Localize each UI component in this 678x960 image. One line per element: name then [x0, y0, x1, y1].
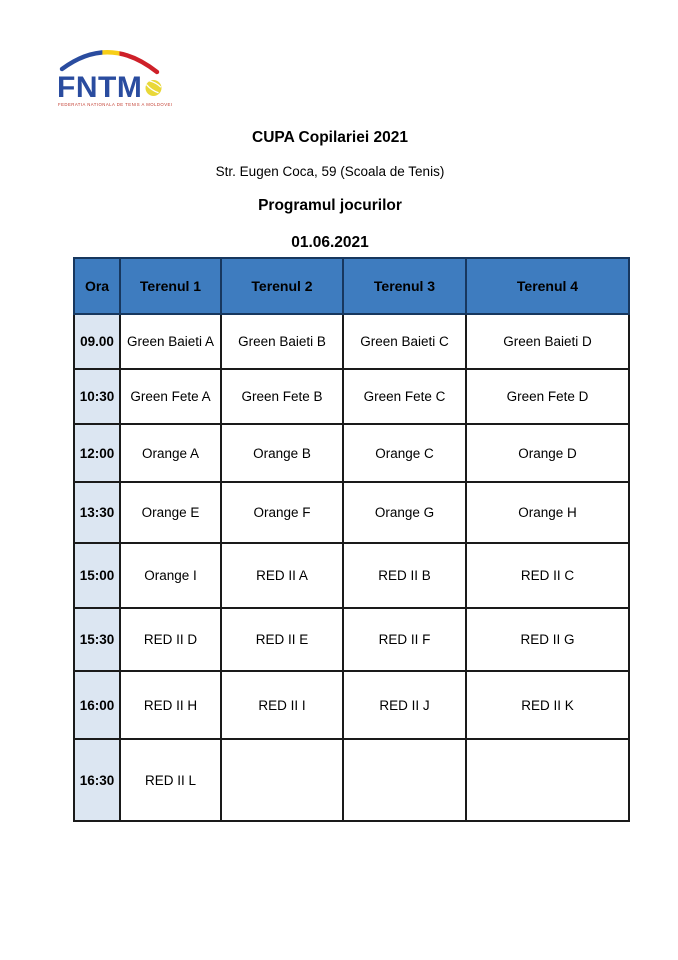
- fntm-logo: [54, 36, 176, 112]
- table-row: [74, 482, 629, 543]
- time-cell: 15:30: [74, 608, 120, 671]
- time-cell: 13:30: [74, 482, 120, 543]
- match-cell: [221, 739, 343, 821]
- match-cell: Orange F: [221, 482, 343, 543]
- table-row: [74, 314, 629, 369]
- table-row: [74, 671, 629, 739]
- match-cell: [466, 739, 629, 821]
- time-cell: 10:30: [74, 369, 120, 424]
- match-cell: RED II D: [120, 608, 221, 671]
- venue-address: Str. Eugen Coca, 59 (Scoala de Tenis): [215, 163, 445, 179]
- match-cell: Orange G: [343, 482, 466, 543]
- match-cell: RED II E: [221, 608, 343, 671]
- match-cell: Green Baieti D: [466, 314, 629, 369]
- tricolor-swoosh-icon: [62, 52, 157, 72]
- time-cell: 15:00: [74, 543, 120, 608]
- match-cell: Orange B: [221, 424, 343, 482]
- tennis-ball-icon: [146, 80, 162, 96]
- match-cell: RED II J: [343, 671, 466, 739]
- table-row: [74, 739, 629, 821]
- match-cell: [343, 739, 466, 821]
- time-cell: 12:00: [74, 424, 120, 482]
- header-terenul-4: Terenul 4: [466, 258, 629, 314]
- match-cell: Orange D: [466, 424, 629, 482]
- event-title: CUPA Copilariei 2021: [252, 129, 408, 146]
- table-row: [74, 369, 629, 424]
- match-cell: RED II K: [466, 671, 629, 739]
- match-cell: RED II A: [221, 543, 343, 608]
- header-terenul-3: Terenul 3: [343, 258, 466, 314]
- schedule-table: [73, 257, 630, 822]
- match-cell: Orange A: [120, 424, 221, 482]
- match-cell: Green Baieti A: [120, 314, 221, 369]
- match-cell: Green Fete B: [221, 369, 343, 424]
- match-cell: Green Baieti C: [343, 314, 466, 369]
- time-cell: 16:00: [74, 671, 120, 739]
- fntm-logo-graphic: [54, 36, 176, 112]
- match-cell: RED II L: [120, 739, 221, 821]
- match-cell: RED II F: [343, 608, 466, 671]
- header-ora: Ora: [74, 258, 120, 314]
- match-cell: Green Baieti B: [221, 314, 343, 369]
- match-cell: Green Fete A: [120, 369, 221, 424]
- match-cell: Orange C: [343, 424, 466, 482]
- header-terenul-2: Terenul 2: [221, 258, 343, 314]
- match-cell: Orange I: [120, 543, 221, 608]
- match-cell: RED II H: [120, 671, 221, 739]
- match-cell: RED II G: [466, 608, 629, 671]
- match-cell: Green Fete D: [466, 369, 629, 424]
- document-headings: [0, 130, 660, 250]
- match-cell: RED II I: [221, 671, 343, 739]
- table-row: [74, 424, 629, 482]
- match-cell: Orange H: [466, 482, 629, 543]
- event-date: 01.06.2021: [291, 233, 369, 251]
- match-cell: RED II B: [343, 543, 466, 608]
- header-terenul-1: Terenul 1: [120, 258, 221, 314]
- time-cell: 09.00: [74, 314, 120, 369]
- table-row: [74, 543, 629, 608]
- match-cell: Green Fete C: [343, 369, 466, 424]
- schedule-subtitle: Programul jocurilor: [258, 197, 402, 214]
- match-cell: Orange E: [120, 482, 221, 543]
- fntm-acronym: FNTM: [57, 71, 143, 104]
- time-cell: 16:30: [74, 739, 120, 821]
- table-row: [74, 608, 629, 671]
- match-cell: RED II C: [466, 543, 629, 608]
- table-header-row: [74, 258, 629, 314]
- federation-subtext: FEDERATIA NATIONALA DE TENIS A MOLDOVEI: [58, 102, 173, 107]
